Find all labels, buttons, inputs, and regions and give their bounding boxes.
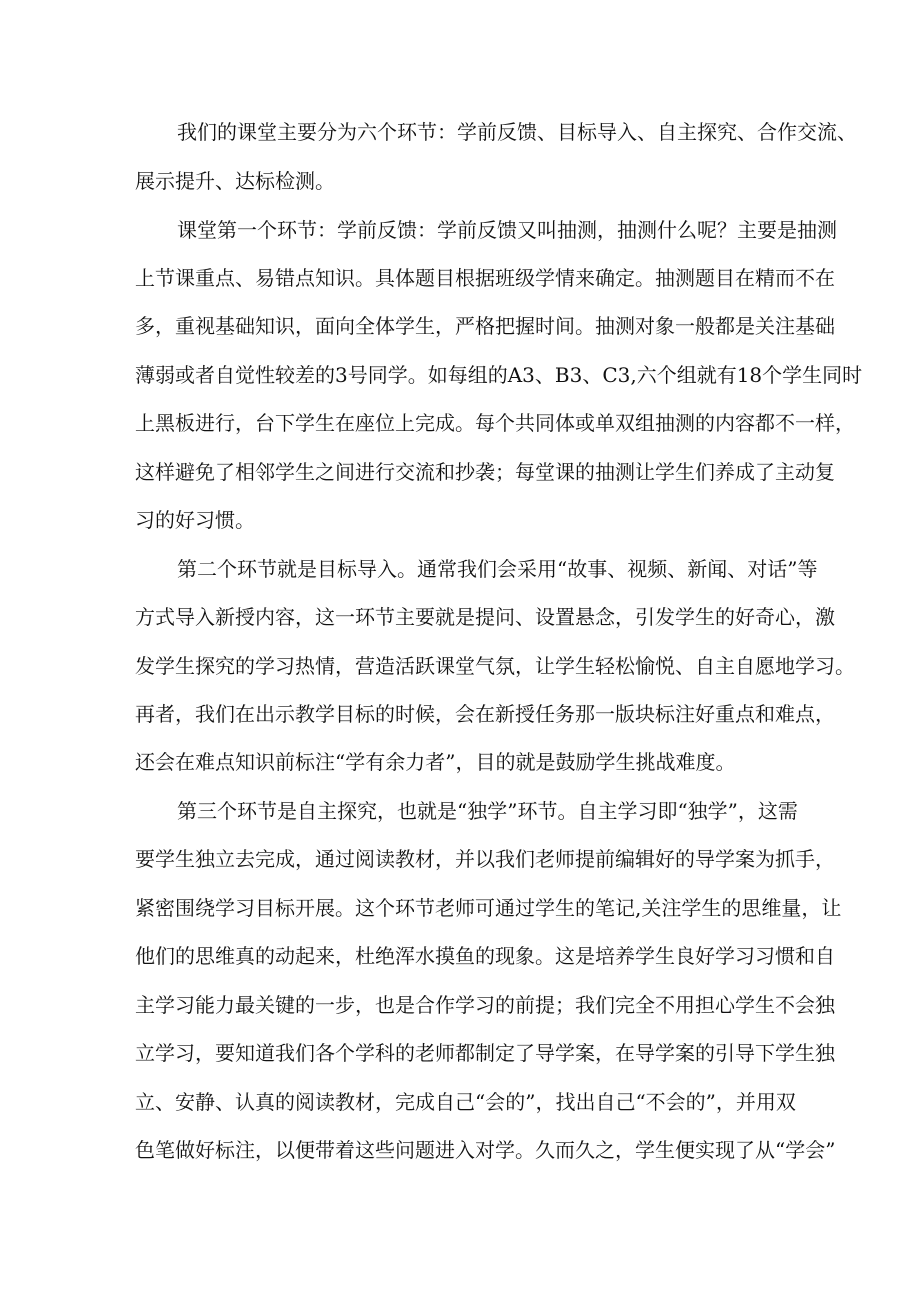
paragraph-4-line-1: 第三个环节是自主探究，也就是“独学”环节。自主学习即“独学”，这需 [177,799,798,823]
paragraph-1-line-1: 我们的课堂主要分为六个环节：学前反馈、目标导入、自主探究、合作交流、 [177,120,857,144]
paragraph-3-line-3: 发学生探究的学习热情，营造活跃课堂气氛，让学生轻松愉悦、自主自愿地学习。 [135,654,855,678]
paragraph-4-line-8: 色笔做好标注，以便带着这些问题进入对学。久而久之，学生便实现了从“学会” [135,1138,836,1162]
paragraph-4-line-3: 紧密围绕学习目标开展。这个环节老师可通过学生的笔记,关注学生的思维量，让 [135,896,842,920]
paragraph-4-line-5: 主学习能力最关键的一步，也是合作学习的前提；我们完全不用担心学生不会独 [135,993,835,1017]
paragraph-3-line-2: 方式导入新授内容，这一环节主要就是提问、设置悬念，引发学生的好奇心，激 [135,605,835,629]
paragraph-2-line-7: 习的好习惯。 [135,508,255,532]
paragraph-4-line-2: 要学生独立去完成，通过阅读教材，并以我们老师提前编辑好的导学案为抓手， [135,847,835,871]
paragraph-2-line-3: 多，重视基础知识，面向全体学生，严格把握时间。抽测对象一般都是关注基础 [135,314,835,338]
paragraph-2-line-6: 这样避免了相邻学生之间进行交流和抄袭；每堂课的抽测让学生们养成了主动复 [135,460,835,484]
paragraph-2-line-5: 上黑板进行，台下学生在座位上完成。每个共同体或单双组抽测的内容都不一样， [135,411,855,435]
paragraph-2-line-2: 上节课重点、易错点知识。具体题目根据班级学情来确定。抽测题目在精而不在 [135,266,835,290]
paragraph-4-line-6: 立学习，要知道我们各个学科的老师都制定了导学案，在导学案的引导下学生独 [135,1041,835,1065]
paragraph-4-line-7: 立、安静、认真的阅读教材，完成自己“会的”，找出自己“不会的”，并用双 [135,1090,796,1114]
paragraph-3-line-5: 还会在难点知识前标注“学有余力者”，目的就是鼓励学生挑战难度。 [135,750,736,774]
paragraph-4-line-4: 他们的思维真的动起来，杜绝浑水摸鱼的现象。这是培养学生良好学习习惯和自 [135,944,835,968]
paragraph-2-line-4: 薄弱或者自觉性较差的3号同学。如每组的A3、B3、C3,六个组就有18个学生同时 [135,363,863,387]
paragraph-3-line-4: 再者，我们在出示教学目标的时候，会在新授任务那一版块标注好重点和难点， [135,702,835,726]
paragraph-3-line-1: 第二个环节就是目标导入。通常我们会采用“故事、视频、新闻、对话”等 [177,557,818,581]
paragraph-1-line-2: 展示提升、达标检测。 [135,169,335,193]
paragraph-2-line-1: 课堂第一个环节：学前反馈：学前反馈又叫抽测，抽测什么呢？主要是抽测 [177,218,837,242]
